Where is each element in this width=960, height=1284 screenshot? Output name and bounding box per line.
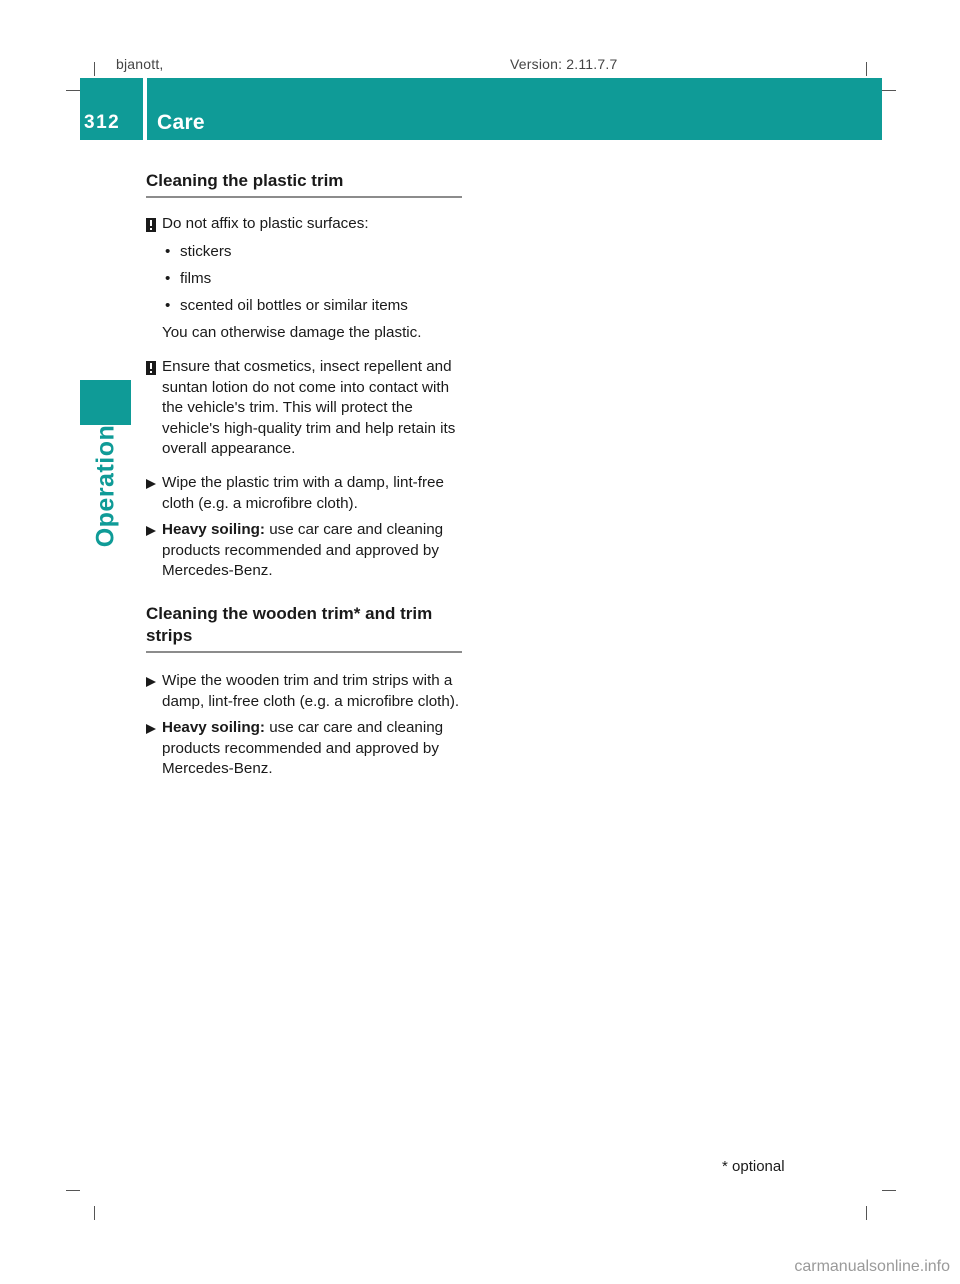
meta-author: bjanott, [116, 56, 164, 72]
list-item: • stickers [162, 242, 462, 262]
warning-block [146, 357, 462, 459]
step-text: Wipe the wooden trim and trim strips with a damp, lint-free cloth (e.g. a microfibre cloth). [162, 672, 460, 710]
list-item: • scented oil bottles or similar items [162, 296, 462, 316]
step-label: Heavy soiling: [162, 719, 265, 737]
crop-mark [66, 90, 80, 91]
step-text: use car care and cleaning products recommended and approved by Mercedes-Benz. [162, 521, 444, 580]
step-arrow-icon [146, 479, 156, 489]
footnote-optional: * optional [722, 1158, 785, 1175]
crop-mark [882, 1190, 896, 1191]
instruction-step [146, 520, 462, 581]
crop-mark [66, 1190, 80, 1191]
content-column [146, 170, 462, 786]
side-tab-marker [80, 380, 131, 425]
bullet-list [162, 242, 462, 316]
warning-block [146, 214, 462, 343]
step-arrow-icon [146, 724, 156, 734]
instruction-step [146, 473, 462, 514]
warning-text: Ensure that cosmetics, insect repellent and suntan lotion do not come into contact with the vehicle's trim. This will protect the vehicle's high-quality trim and help retain its overall appearance. [162, 358, 456, 458]
crop-mark [94, 62, 95, 76]
warning-note: You can otherwise damage the plastic. [162, 324, 422, 342]
section-title: Care [157, 111, 205, 134]
crop-mark [866, 62, 867, 76]
step-text: use car care and cleaning products recommended and approved by Mercedes-Benz. [162, 719, 444, 778]
warning-icon [146, 218, 156, 232]
step-label: Heavy soiling: [162, 521, 265, 539]
warning-intro: Do not affix to plastic surfaces: [162, 215, 369, 232]
instruction-step [146, 718, 462, 779]
instruction-step [146, 671, 462, 712]
list-item: • films [162, 269, 462, 289]
side-tab-label: Operation [91, 424, 120, 548]
step-arrow-icon [146, 677, 156, 687]
crop-mark [882, 90, 896, 91]
step-arrow-icon [146, 526, 156, 536]
crop-mark [866, 1206, 867, 1220]
warning-icon [146, 361, 156, 375]
watermark: carmanualsonline.info [794, 1258, 950, 1275]
section-heading-plastic: Cleaning the plastic trim [146, 170, 462, 198]
step-text: Wipe the plastic trim with a damp, lint-free cloth (e.g. a microfibre cloth). [162, 474, 444, 512]
section-heading-wooden: Cleaning the wooden trim* and trim strips [146, 603, 462, 653]
header-separator [143, 78, 147, 140]
crop-mark [94, 1206, 95, 1220]
meta-version: Version: 2.11.7.7 [510, 56, 618, 72]
page-number: 312 [84, 112, 121, 133]
